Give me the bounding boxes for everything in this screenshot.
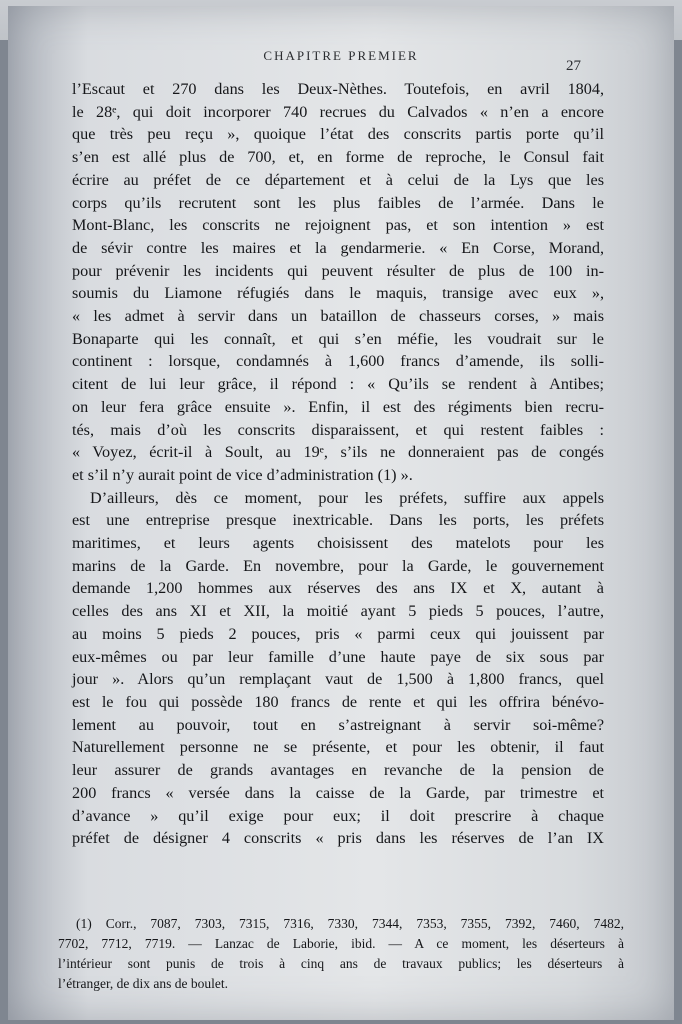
footnote-line: l’intérieur sont punis de trois à cinq ans de travaux publics; les déserteurs à	[58, 956, 624, 971]
text-line: on leur fera grâce ensuite ». Enfin, il est des régiments bien recru-	[72, 397, 604, 416]
body-text	[72, 78, 604, 850]
text-line: soumis du Liamone réfugiés dans le maquis, transige avec eux »,	[72, 284, 604, 303]
running-head: CHAPITRE PREMIER	[263, 48, 419, 63]
page-number: 27	[566, 58, 581, 74]
text-line: préfet de désigner 4 conscrits « pris dans les réserves de l’an IX	[72, 829, 604, 848]
text-line: de sévir contre les maires et la gendarmerie. « En Corse, Morand,	[72, 238, 604, 257]
text-line: pour prévenir les incidents qui peuvent résulter de plus de 100 in-	[72, 261, 604, 280]
text-line: et s’il n’y aurait point de vice d’administration (1) ».	[72, 465, 413, 484]
text-line: est une entreprise presque inextricable. Dans les ports, les préfets	[72, 511, 604, 530]
footnote-line: (1) Corr., 7087, 7303, 7315, 7316, 7330, 7344, 7353, 7355, 7392, 7460, 7482,	[76, 916, 624, 931]
text-line: lement au pouvoir, tout en s’astreignant à servir soi-même?	[72, 715, 604, 734]
text-line: demande 1,200 hommes aux réserves des ans IX et X, autant à	[72, 579, 604, 598]
text-line: leur assurer de grands avantages en revanche de la pension de	[72, 761, 604, 780]
text-line: tés, mais d’où les conscrits disparaissent, et qui restent faibles :	[72, 420, 604, 439]
text-line: d’avance » qu’il exige pour eux; il doit prescrire à chaque	[72, 806, 604, 825]
footnote-line: l’étranger, de dix ans de boulet.	[58, 976, 229, 991]
text-line: jour ». Alors qu’un remplaçant vaut de 1,500 à 1,800 francs, quel	[72, 670, 604, 689]
text-line: écrire au préfet de ce département et à celui de la Lys que les	[72, 170, 604, 189]
footnotes	[58, 914, 624, 994]
text-line: D’ailleurs, dès ce moment, pour les préfets, suffire aux appels	[90, 488, 604, 507]
text-line: 200 francs « versée dans la caisse de la Garde, par trimestre et	[72, 783, 604, 802]
text-line: Mont-Blanc, les conscrits ne rejoignent pas, et son intention » est	[72, 216, 604, 235]
text-line: s’en est allé plus de 700, et, en forme de reproche, le Consul fait	[72, 148, 604, 167]
footnote-line: 7702, 7712, 7719. — Lanzac de Laborie, ibid. — A ce moment, les déserteurs à	[58, 936, 624, 951]
text-line: est le fou qui possède 180 francs de rente et qui les offrira bénévo-	[72, 692, 604, 711]
text-line: Bonaparte qui les connaît, et qui s’en méfie, les voudrait sur le	[72, 329, 604, 348]
text-line: au moins 5 pieds 2 pouces, pris « parmi ceux qui jouissent par	[72, 624, 604, 643]
text-line: celles des ans XI et XII, la moitié ayant 5 pieds 5 pouces, l’autre,	[72, 602, 604, 621]
text-line: l’Escaut et 270 dans les Deux-Nèthes. Toutefois, en avril 1804,	[72, 80, 604, 98]
text-line: marins de la Garde. En novembre, pour la Garde, le gouvernement	[72, 556, 604, 575]
text-line: « Voyez, écrit-il à Soult, au 19ᵉ, s’ils ne donneraient pas de congés	[72, 443, 604, 462]
text-line: Naturellement personne ne se présente, et pour les obtenir, il faut	[72, 738, 604, 757]
text-line: eux-mêmes ou par leur famille d’une haute paye de six sous par	[72, 647, 604, 666]
text-line: maritimes, et leurs agents choisissent des matelots pour les	[72, 534, 604, 553]
text-line: le 28ᵉ, qui doit incorporer 740 recrues du Calvados « n’en a encore	[72, 102, 604, 121]
text-line: que très peu reçu », quoique l’état des conscrits partis porte qu’il	[72, 125, 604, 144]
text-line: corps qu’ils recrutent sont les plus faibles de l’armée. Dans le	[72, 193, 604, 212]
text-line: « les admet à servir dans un bataillon de chasseurs corses, » mais	[72, 307, 604, 326]
text-line: continent : lorsque, condamnés à 1,600 francs d’amende, ils solli-	[72, 352, 604, 371]
text-line: citent de lui leur grâce, il répond : « Qu’ils se rendent à Antibes;	[72, 375, 604, 394]
